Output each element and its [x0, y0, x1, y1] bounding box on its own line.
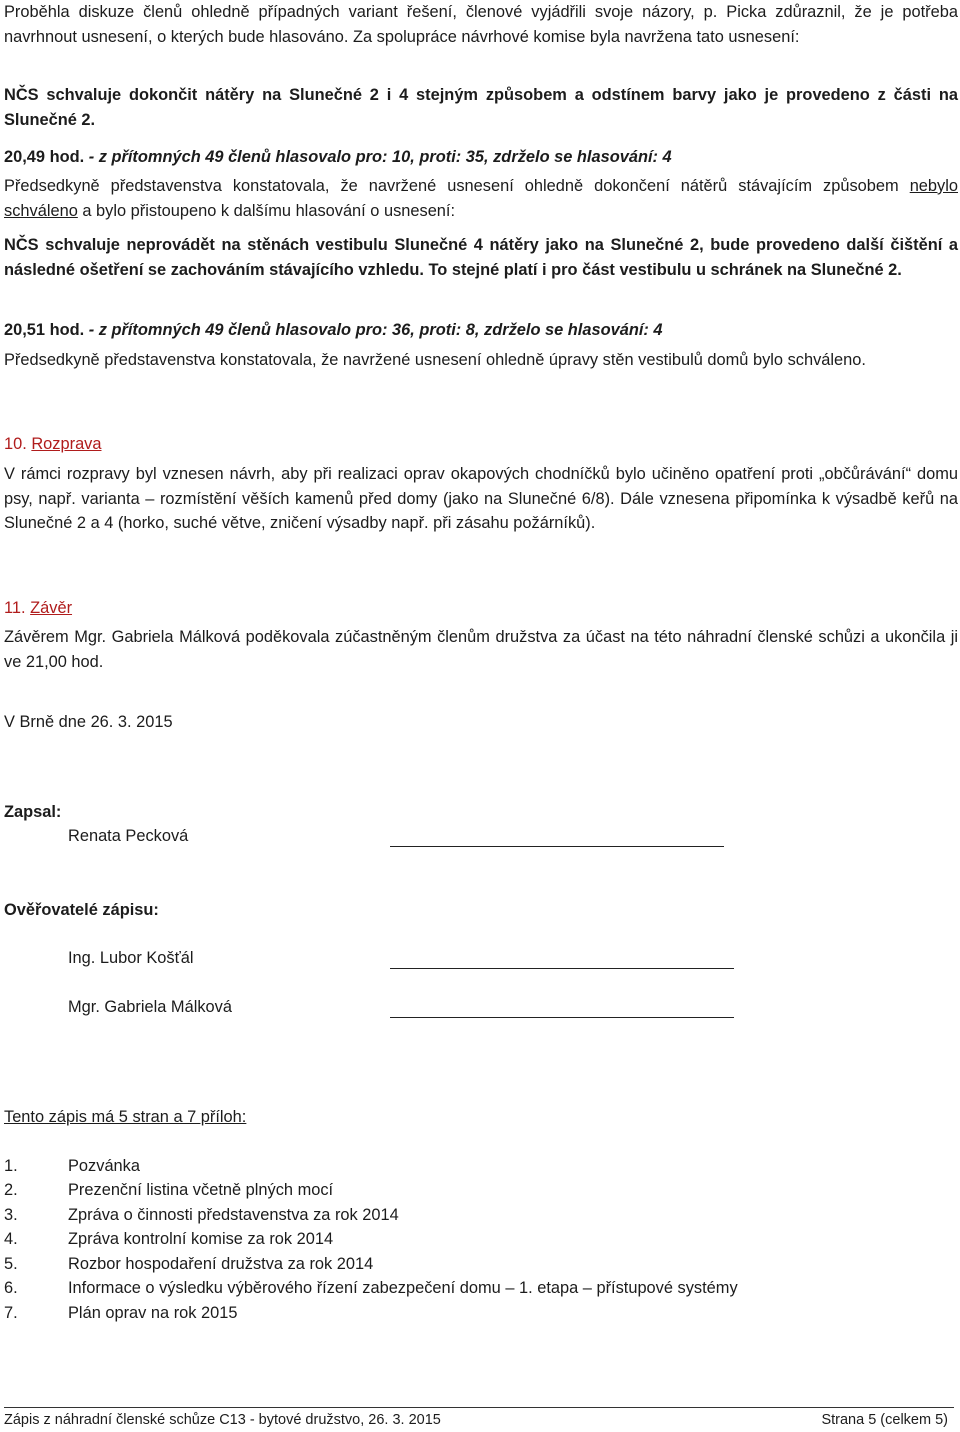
footer-document-title: Zápis z náhradní členské schůze C13 - bytové družstvo, 26. 3. 2015 [4, 1412, 441, 1428]
verifier-2-name: Mgr. Gabriela Málková [68, 998, 232, 1016]
section-number: 11. [4, 599, 31, 617]
place-date: V Brně dne 26. 3. 2015 [4, 713, 173, 731]
recorder-signature-line [390, 846, 724, 847]
resolution-1-outcome [4, 174, 958, 223]
vote-result: - z přítomných 49 členů hlasovalo pro: 10, proti: 35, zdrželo se hlasování: 4 [84, 148, 672, 166]
section-heading-rozprava [4, 432, 958, 457]
footer-page-number: Strana 5 (celkem 5) [821, 1412, 948, 1428]
vote-result: - z přítomných 49 členů hlasovalo pro: 36, proti: 8, zdrželo se hlasování: 4 [84, 321, 663, 339]
footer-divider [4, 1407, 954, 1408]
attachments-summary: Tento zápis má 5 stran a 7 příloh: [4, 1108, 247, 1126]
vote-time: 20,49 hod. [4, 148, 85, 166]
rozprava-paragraph: V rámci rozpravy byl vznesen návrh, aby při realizaci oprav okapových chodníčků bylo učiněno opatření proti „občůrávání“ domu psy, např. varianta – rozmístění věších kamenů před domy (jako na Slunečné 6/8). Dále vznesena připomínka k výsadbě keřů na Slunečné 2 a 4 (horko, suché větve, zničení výsadby např. při zásahu požárníků). [4, 465, 958, 532]
resolution-1-text: NČS schvaluje dokončit nátěry na Slunečné 2 i 4 stejným způsobem a odstínem barvy jako je provedeno z části na Slunečné 2. [4, 86, 958, 129]
section-number: 10. [4, 435, 32, 453]
recorded-by-label: Zapsal: [4, 803, 62, 821]
outcome-rejected: nebylo schváleno [4, 177, 958, 220]
section-title: Rozprava [31, 435, 102, 453]
vote-time: 20,51 hod. [4, 321, 85, 339]
verifier-1-signature-line [390, 968, 734, 969]
outcome-text-end: a bylo přistoupeno k dalšímu hlasování o usnesení: [77, 201, 456, 220]
intro-paragraph: Proběhla diskuze členů ohledně případných variant řešení, členové vyjádřili svoje názory, p. Picka zdůraznil, že je potřeba navrhnout usnesení, o kterých bude hlasováno. Za spolupráce návrhové komise byla navržena tato usnesení: [4, 3, 958, 46]
resolution-2-outcome: Předsedkyně představenstva konstatovala, že navržené usnesení ohledně úpravy stěn vestibulů domů bylo schváleno. [4, 351, 866, 369]
verifiers-label: Ověřovatelé zápisu: [4, 901, 159, 919]
verifier-1-name: Ing. Lubor Košťál [68, 949, 194, 967]
resolution-1-vote [4, 145, 958, 170]
outcome-text: Předsedkyně představenstva konstatovala, že navržené usnesení ohledně dokončení nátěrů stávajícím způsobem [4, 177, 910, 195]
verifier-2-signature-line [390, 1017, 734, 1018]
resolution-2-vote [4, 318, 958, 343]
resolution-2-text: NČS schvaluje neprovádět na stěnách vestibulu Slunečné 4 nátěry jako na Slunečné 2, bude provedeno další čištění a následné ošetření se zachováním stávajícího vzhledu. To stejné platí i pro část vestibulu u schránek na Slunečné 2. [4, 236, 958, 279]
section-title: Závěr [30, 599, 73, 617]
zaver-paragraph: Závěrem Mgr. Gabriela Málková poděkovala zúčastněným členům družstva za účast na této náhradní členské schůzi a ukončila ji ve 21,00 hod. [4, 628, 958, 671]
section-heading-zaver [4, 596, 958, 621]
recorder-name: Renata Pecková [68, 827, 189, 845]
